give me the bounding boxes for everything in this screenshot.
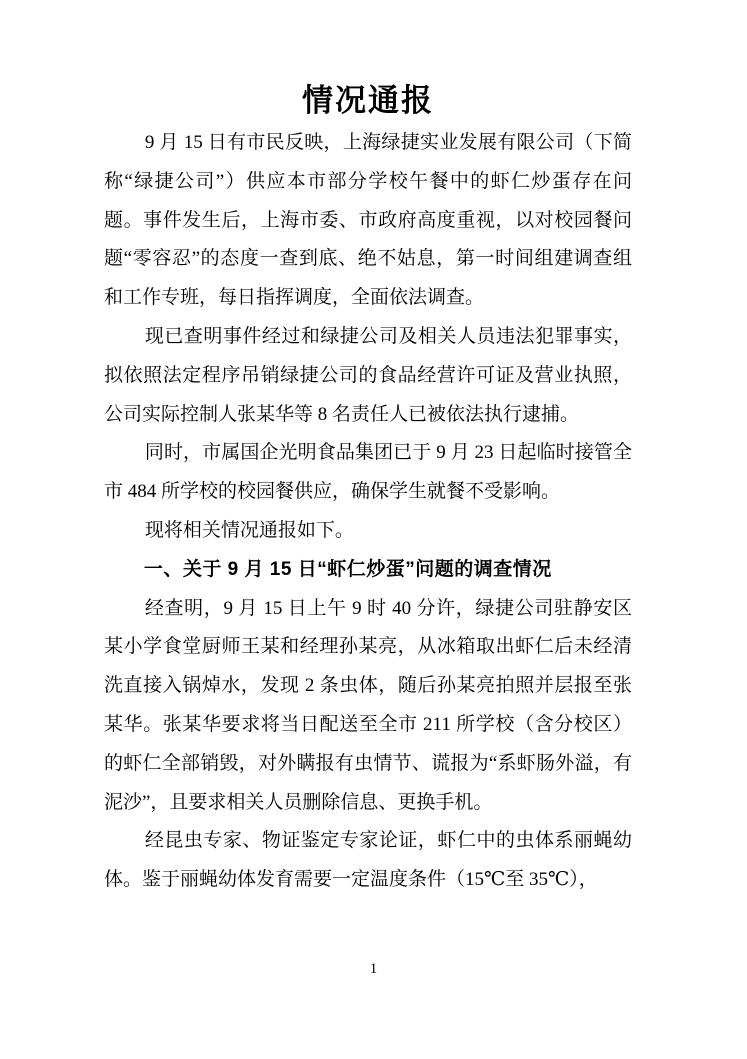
document-title: 情况通报 bbox=[302, 83, 434, 118]
page-number: 1 bbox=[369, 961, 378, 977]
section-1-heading: 一、关于 9 月 15 日“虾仁炒蛋”问题的调查情况 bbox=[143, 558, 552, 580]
intro-paragraph-2: 现已查明事件经过和绿捷公司及相关人员违法犯罪事实，拟依照法定程序吊销绿捷公司的食品经营许可证及营业执照，公司实际控制人张某华等 8 名责任人已被依法执行逮捕。 bbox=[104, 325, 632, 425]
section-1-paragraph-2: 经昆虫专家、物证鉴定专家论证，虾仁中的虫体系丽蝇幼体。鉴于丽蝇幼体发育需要一定温度条件（15℃至 35℃）， bbox=[104, 830, 632, 891]
document-content bbox=[104, 0, 632, 900]
intro-paragraph-4: 现将相关情况通报如下。 bbox=[144, 519, 354, 541]
intro-paragraph-1: 9 月 15 日有市民反映，上海绿捷实业发展有限公司（下简称“绿捷公司”）供应本市部分学校午餐中的虾仁炒蛋存在问题。事件发生后，上海市委、市政府高度重视，以对校园餐问题“零容忍”的态度一查到底、绝不姑息，第一时间组建调查组和工作专班，每日指挥调度，全面依法调查。 bbox=[104, 132, 632, 309]
document-body bbox=[104, 124, 632, 900]
intro-paragraph-3: 同时，市属国企光明食品集团已于 9 月 23 日起临时接管全市 484 所学校的校园餐供应，确保学生就餐不受影响。 bbox=[104, 442, 632, 503]
section-1-paragraph-1: 经查明，9 月 15 日上午 9 时 40 分许，绿捷公司驻静安区某小学食堂厨师王某和经理孙某亮，从冰箱取出虾仁后未经清洗直接入锅焯水，发现 2 条虫体，随后孙某亮拍照并层报至张某华。张某华要求将当日配送至全市 211 所学校（含分校区）的虾仁全部销毁，对外瞒报有虫情节、谎报为“系虾肠外溢，有泥沙”，且要求相关人员删除信息、更换手机。 bbox=[104, 597, 632, 813]
